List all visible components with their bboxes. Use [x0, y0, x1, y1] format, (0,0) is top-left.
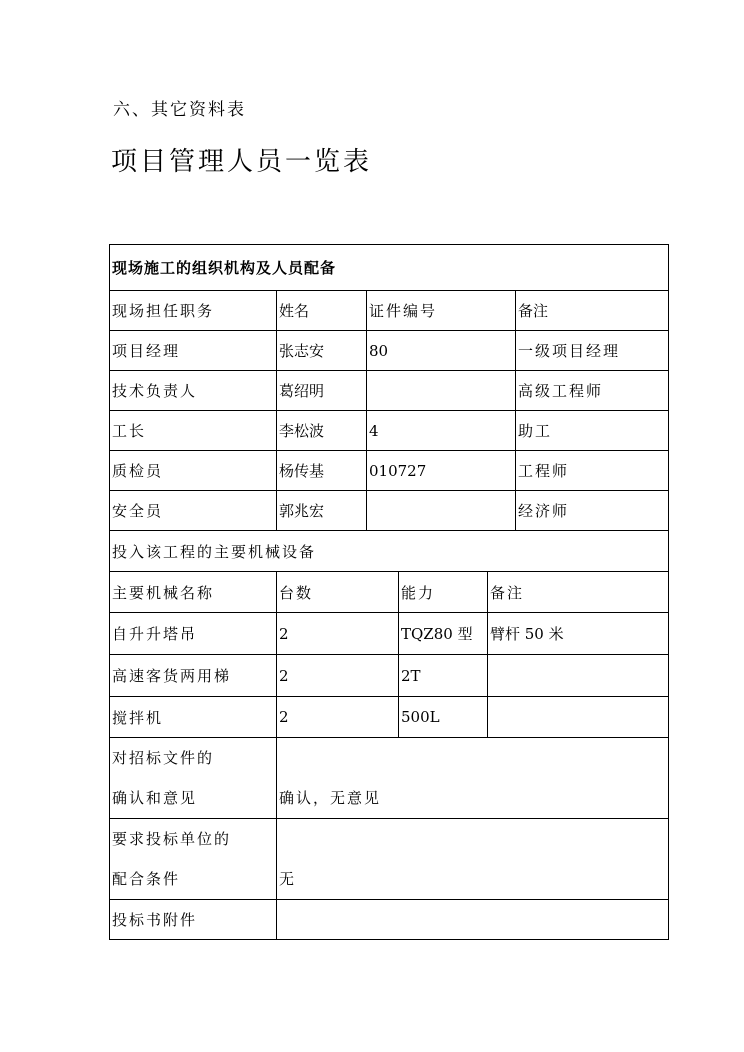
equipment-notes — [488, 697, 669, 738]
personnel-header-row — [110, 291, 669, 331]
equipment-capacity: 500L — [399, 697, 488, 738]
equipment-capacity: 2T — [399, 655, 488, 697]
personnel-id: 010727 — [367, 451, 516, 491]
table-row — [110, 491, 669, 531]
equipment-header-capacity: 能力 — [399, 572, 488, 613]
conditions-label-line2: 配合条件 — [112, 870, 181, 888]
personnel-equipment-table — [109, 244, 669, 940]
equipment-name: 搅拌机 — [110, 697, 277, 738]
equipment-header-row — [110, 572, 669, 613]
personnel-notes: 经济师 — [516, 491, 669, 531]
attachments-label: 投标书附件 — [110, 900, 277, 940]
personnel-notes: 高级工程师 — [516, 371, 669, 411]
personnel-title: 现场施工的组织机构及人员配备 — [110, 245, 669, 291]
table-row — [110, 371, 669, 411]
equipment-header-name: 主要机械名称 — [110, 572, 277, 613]
personnel-role: 安全员 — [110, 491, 277, 531]
equipment-header-notes: 备注 — [488, 572, 669, 613]
equipment-count: 2 — [277, 655, 399, 697]
equipment-name: 自升升塔吊 — [110, 613, 277, 655]
page-title: 项目管理人员一览表 — [111, 147, 373, 177]
equipment-notes: 臂杆 50 米 — [488, 613, 669, 655]
equipment-title-row — [110, 531, 669, 572]
confirmation-label-line1: 对招标文件的 — [112, 749, 215, 767]
equipment-name: 高速客货两用梯 — [110, 655, 277, 697]
table-row — [110, 451, 669, 491]
confirmation-row — [110, 738, 669, 819]
conditions-value: 无 — [277, 819, 669, 900]
equipment-header-count: 台数 — [277, 572, 399, 613]
attachments-row — [110, 900, 669, 940]
table-row — [110, 411, 669, 451]
conditions-row — [110, 819, 669, 900]
equipment-capacity: TQZ80 型 — [399, 613, 488, 655]
personnel-name: 郭兆宏 — [277, 491, 367, 531]
personnel-id: 80 — [367, 331, 516, 371]
personnel-role: 质检员 — [110, 451, 277, 491]
confirmation-label-line2: 确认和意见 — [112, 789, 198, 807]
table-row — [110, 697, 669, 738]
personnel-notes: 工程师 — [516, 451, 669, 491]
personnel-id: 4 — [367, 411, 516, 451]
conditions-label-line1: 要求投标单位的 — [112, 830, 232, 848]
personnel-name: 葛绍明 — [277, 371, 367, 411]
personnel-title-row — [110, 245, 669, 291]
conditions-label — [110, 819, 277, 900]
personnel-name: 杨传基 — [277, 451, 367, 491]
table-row — [110, 655, 669, 697]
section-heading: 六、其它资料表 — [113, 100, 246, 120]
personnel-name: 李松波 — [277, 411, 367, 451]
equipment-count: 2 — [277, 613, 399, 655]
personnel-id — [367, 491, 516, 531]
confirmation-label — [110, 738, 277, 819]
personnel-header-name: 姓名 — [277, 291, 367, 331]
confirmation-value: 确认，无意见 — [277, 738, 669, 819]
equipment-notes — [488, 655, 669, 697]
personnel-role: 工长 — [110, 411, 277, 451]
equipment-title: 投入该工程的主要机械设备 — [110, 531, 669, 572]
personnel-role: 技术负责人 — [110, 371, 277, 411]
personnel-notes: 一级项目经理 — [516, 331, 669, 371]
personnel-header-role: 现场担任职务 — [110, 291, 277, 331]
table-row — [110, 331, 669, 371]
personnel-header-notes: 备注 — [516, 291, 669, 331]
equipment-count: 2 — [277, 697, 399, 738]
personnel-id — [367, 371, 516, 411]
table-row — [110, 613, 669, 655]
personnel-notes: 助工 — [516, 411, 669, 451]
personnel-name: 张志安 — [277, 331, 367, 371]
personnel-role: 项目经理 — [110, 331, 277, 371]
personnel-header-id: 证件编号 — [367, 291, 516, 331]
attachments-value — [277, 900, 669, 940]
